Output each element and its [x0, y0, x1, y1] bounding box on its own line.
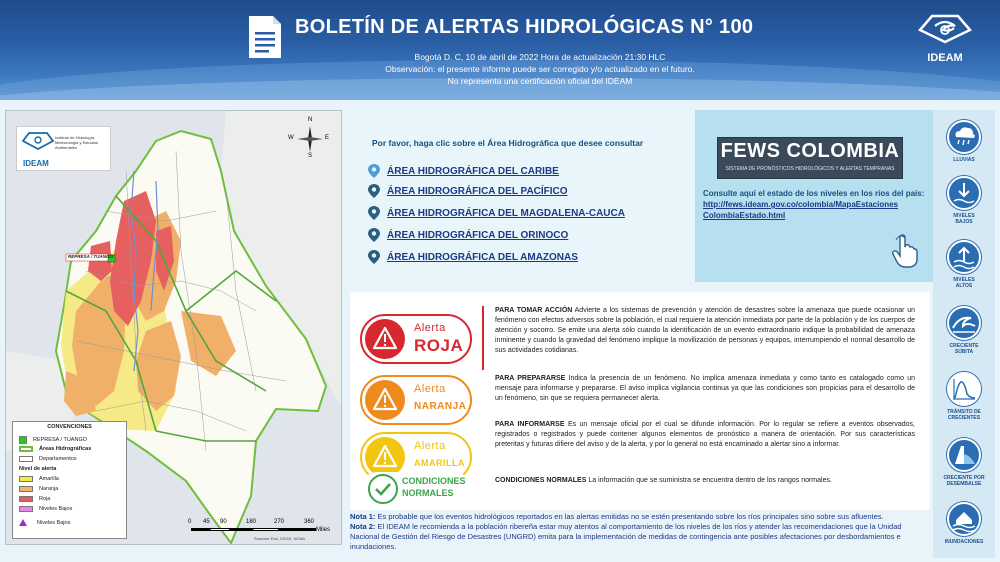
warning-icon — [365, 380, 405, 420]
location-pin-icon — [368, 184, 380, 198]
bulletin-title: BOLETÍN DE ALERTAS HIDROLÓGICAS N° 100 — [295, 16, 754, 38]
check-icon — [368, 474, 398, 504]
legend-item — [19, 476, 59, 482]
alert-divider — [482, 306, 484, 370]
alert-amarilla-heading: PARA INFORMARSE — [495, 421, 565, 428]
reservoir-label: REPRESA / TUANGO — [68, 254, 113, 259]
legend-title: CONVENCIONES — [47, 424, 92, 430]
sidebar-label: NIVELES BAJOS — [953, 213, 975, 225]
alert-naranja-badge — [360, 375, 472, 425]
alert-roja-level: ROJA — [414, 336, 464, 355]
header-banner — [0, 0, 1000, 100]
links-instruction: Por favor, haga clic sobre el Área Hidrográfica que desee consultar — [372, 138, 644, 148]
legend-item-label: Áreas Hidrográficas — [39, 446, 92, 452]
hand-pointer-icon — [891, 234, 919, 268]
scale-unit: Miles — [316, 527, 331, 533]
note-2-text: El IDEAM le recomienda a la población ribereña estar muy atentos al comportamiento de los niveles de los ríos y atender las recomendaciones que la Unidad Nacional de Gestión del Riesgo de Desastres (UNGRD) emita para la implementación de medidas de contingencia ante posibles afectaciones por desbordamientos e inundaciones. — [350, 522, 902, 551]
low-levels-icon — [947, 176, 981, 210]
legend-item-label: Niveles Bajos — [37, 519, 71, 526]
alert-roja-heading: PARA TOMAR ACCIÓN — [495, 307, 573, 314]
alert-naranja-heading: PARA PREPARARSE — [495, 375, 566, 382]
legend-item — [19, 519, 70, 526]
alert-naranja-word: Alerta — [414, 383, 446, 395]
legend-item-label: Roja — [39, 496, 51, 502]
note-1-text: Es probable que los eventos hidrológicos reportados en las alertas emitidas no se estén presentando sobre los ríos principales sino sobre sus afluentes. — [375, 512, 884, 521]
normal-conditions-heading: CONDICIONES NORMALES — [495, 477, 587, 484]
alert-levels-section — [350, 292, 930, 510]
ideam-logo-icon — [21, 129, 55, 159]
legend-item — [19, 506, 72, 512]
sidebar-item-niveles-bajos[interactable] — [933, 176, 995, 225]
high-levels-icon — [947, 240, 981, 274]
legend-item — [19, 496, 50, 502]
sidebar-item-transito-crecientes[interactable] — [933, 372, 995, 421]
compass-east: E — [325, 135, 330, 141]
scale-tick: 270 — [274, 519, 285, 525]
map-legend — [12, 421, 127, 539]
link-row-amazonas[interactable] — [368, 250, 578, 264]
sidebar-item-niveles-altos[interactable] — [933, 240, 995, 289]
link-row-orinoco[interactable] — [368, 228, 568, 242]
alert-amarilla-word: Alerta — [414, 440, 446, 452]
scale-tick: 45 — [203, 519, 210, 525]
normal-conditions-description — [495, 476, 915, 486]
legend-item-label: Naranja — [39, 486, 59, 492]
legend-item — [19, 486, 58, 492]
compass-west: W — [288, 135, 294, 141]
fews-link[interactable]: http://fews.ideam.gov.co/colombia/MapaEstacionesColombiaEstado.html — [703, 200, 899, 220]
location-pin-icon — [368, 164, 380, 178]
flood-icon — [947, 502, 981, 536]
link-row-magdalena[interactable] — [368, 206, 625, 220]
alert-roja-description — [495, 306, 915, 356]
alert-naranja-description — [495, 374, 915, 404]
ideam-map-logo-desc: Instituto de Hidrología, Meteorología y Estudios Ambientales — [55, 135, 98, 150]
legend-item — [19, 436, 87, 444]
compass-rose-icon — [288, 117, 330, 159]
alert-amarilla-text: Es un mensaje oficial por el cual se difunde información. Por lo regular se refiere a eventos observados, registrados o registrados y puede contener algunos elementos de pronóstico a manera de orientación. Por sus características preteritas y futuras difiere del aviso y de la alerta, y por lo general no está encaminado a alertar sino a informar. — [495, 421, 915, 448]
link-row-caribe[interactable] — [368, 164, 559, 178]
normal-conditions-line1: CONDICIONES — [402, 476, 466, 486]
sidebar-item-creciente-subita[interactable] — [933, 306, 995, 355]
note-2 — [350, 522, 930, 552]
link-area-caribe[interactable]: ÁREA HIDROGRÁFICA DEL CARIBE — [387, 165, 559, 177]
sidebar-label: TRÁNSITO DE CRECIENTES — [947, 409, 981, 421]
bulletin-notes — [350, 512, 930, 552]
hydrographic-areas-panel — [350, 110, 695, 282]
sidebar-label: NIVELES ALTOS — [953, 277, 975, 289]
ideam-map-logo — [16, 126, 111, 171]
sidebar-item-creciente-desembalse[interactable] — [933, 438, 995, 487]
sidebar-item-lluvias[interactable] — [933, 120, 995, 163]
flood-transit-icon — [947, 372, 981, 406]
compass-north: N — [308, 117, 313, 123]
alerts-map[interactable] — [5, 110, 342, 545]
flash-flood-icon — [947, 306, 981, 340]
fews-text: Consulte aquí el estado de los niveles en los ríos del país: — [703, 189, 925, 198]
fews-subtitle: SISTEMA DE PRONÓSTICOS HIDROLÓGICOS Y ALERTAS TEMPRANAS — [725, 166, 895, 172]
ideam-logo-text: IDEAM — [927, 52, 963, 64]
link-area-pacifico[interactable]: ÁREA HIDROGRÁFICA DEL PACÍFICO — [387, 185, 568, 197]
fews-title: FEWS COLOMBIA — [720, 140, 900, 162]
sidebar-label: LLUVIAS — [953, 157, 975, 163]
scale-tick: 0 — [188, 519, 192, 525]
fews-description — [703, 188, 925, 221]
normal-conditions-badge — [360, 472, 472, 508]
link-area-amazonas[interactable]: ÁREA HIDROGRÁFICA DEL AMAZONAS — [387, 251, 578, 263]
legend-item — [19, 456, 77, 462]
fews-panel — [695, 110, 933, 282]
alert-roja-text: Advierte a los sistemas de prevención y atención de desastres sobre la amenaza que puede ocasionar un fenómeno con efectos adversos sobre la población, el cual requiere la atención inmediata por parte de la población y de los cuerpos de atención y socorro. Se emite una alerta sólo cuando la identificación de un evento extraordinario indique la probabilidad de amenaza inminente y cuando la gravedad del fenómeno implique la movilización de personas y equipos, interrumpiendo el normal desarrollo de sus actividades cotidianas. — [495, 307, 915, 354]
link-area-magdalena-cauca[interactable]: ÁREA HIDROGRÁFICA DEL MAGDALENA-CAUCA — [387, 207, 625, 219]
legend-item-label: Departamentos — [39, 456, 77, 462]
note-2-label: Nota 2: — [350, 522, 376, 531]
note-1 — [350, 512, 930, 522]
sidebar-item-inundaciones[interactable] — [933, 502, 995, 545]
dam-release-icon — [947, 438, 981, 472]
rain-icon — [947, 120, 981, 154]
normal-conditions-text: La información que se suministra se encuentra dentro de los rangos normales. — [586, 477, 832, 484]
legend-item — [19, 446, 91, 452]
link-area-orinoco[interactable]: ÁREA HIDROGRÁFICA DEL ORINOCO — [387, 229, 569, 241]
alert-naranja-level: NARANJA — [414, 401, 467, 412]
observation-line: Observación: el presente informe puede ser corregido y/o actualizado en el futuro. — [385, 64, 695, 74]
location-pin-icon — [368, 206, 380, 220]
legend-item-label: Niveles Bajos — [39, 506, 73, 512]
normal-conditions-line2: NORMALES — [402, 488, 454, 498]
location-pin-icon — [368, 250, 380, 264]
map-sources: Sources: Esri, USGS, NOAA — [254, 536, 305, 541]
scale-tick: 360 — [304, 519, 315, 525]
location-pin-icon — [368, 228, 380, 242]
alert-roja-badge — [360, 314, 472, 364]
alert-naranja-text: Indica la presencia de un fenómeno. No implica amenaza inmediata y como tanto es catalogado como un mensaje para informarse y prepararse. El aviso implica vigilancia continua ya que las condiciones son propicias para el desarrollo de un fenómeno, sin que se requiera permanecer alerta. — [495, 375, 915, 402]
link-row-pacifico[interactable] — [368, 184, 568, 198]
alert-amarilla-description — [495, 420, 915, 450]
note-1-label: Nota 1: — [350, 512, 376, 521]
scale-tick: 180 — [246, 519, 257, 525]
scale-tick: 90 — [220, 519, 227, 525]
ideam-map-logo-name: IDEAM — [23, 159, 49, 168]
date-line: Bogotá D. C, 10 de abril de 2022 Hora de actualización 21:30 HLC — [414, 52, 666, 62]
sidebar-label: CRECIENTE POR DESEMBALSE — [943, 475, 985, 487]
legend-item-label: Nivel de alerta — [19, 466, 57, 472]
legend-item-label: Amarilla — [39, 476, 59, 482]
warning-icon — [365, 319, 405, 359]
compass-south: S — [308, 153, 313, 159]
sidebar-label: INUNDACIONES — [944, 539, 984, 545]
alert-roja-word: Alerta — [414, 322, 446, 334]
document-icon — [245, 14, 285, 60]
warning-icon — [365, 437, 405, 477]
disclaimer-line: No representa una certificación oficial del IDEAM — [447, 76, 633, 86]
fews-logo[interactable] — [717, 137, 903, 179]
legend-heading — [19, 466, 56, 472]
alert-types-sidebar — [933, 110, 995, 558]
alert-amarilla-level: AMARILLA — [414, 458, 465, 468]
sidebar-label: CRECIENTE SÚBITA — [949, 343, 979, 355]
legend-item-label: REPRESA / TUANGO — [33, 437, 87, 443]
